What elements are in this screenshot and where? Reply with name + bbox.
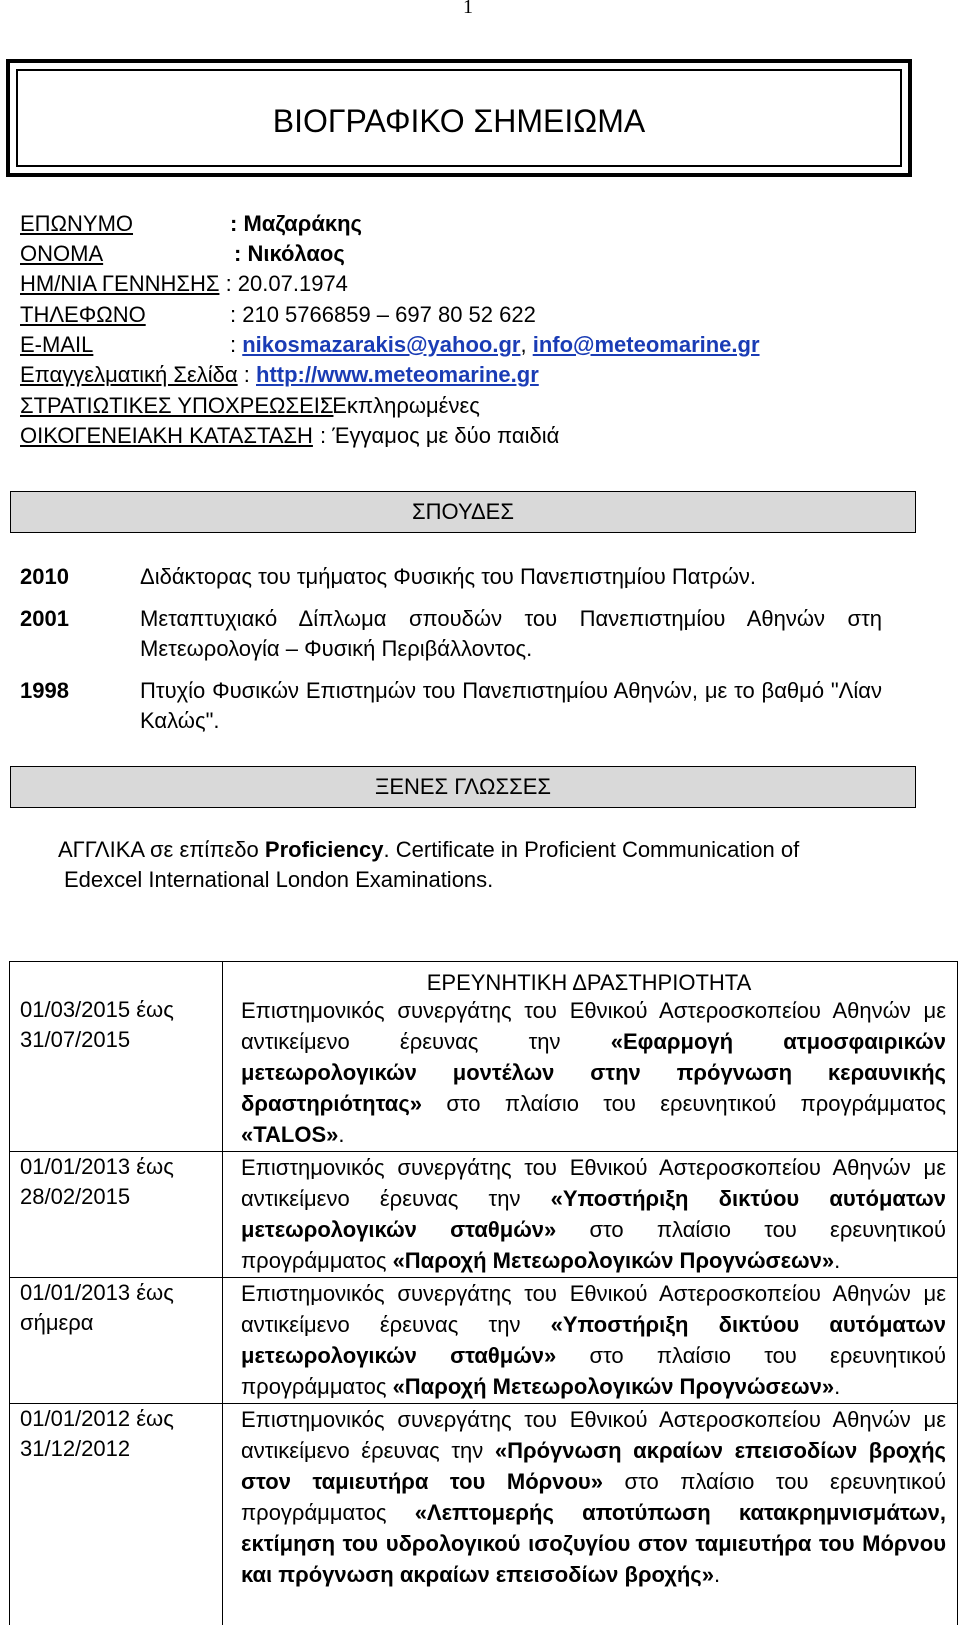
dob-row [20,270,348,298]
military-row [20,392,480,420]
research-topic: «Εφαρμογή ατμοσφαιρικών μετεωρολογικών μοντέλων στην πρόγνωση κεραυνικής δραστηριότητας» [241,1029,946,1116]
title-box [6,59,912,177]
education-year: 2010 [20,564,69,589]
languages-level: Proficiency [264,837,384,862]
dob-label: ΗΜ/ΝΙΑ ΓΕΝΝΗΣΗΣ [20,271,220,296]
research-date [20,995,210,1055]
languages-heading: ΞΕΝΕΣ ΓΛΩΣΣΕΣ [10,766,916,808]
research-program: «TALOS» [241,1122,339,1147]
military-value: : Εκπληρωμένες [320,393,480,418]
education-year: 2001 [20,606,69,631]
family-value: : Έγγαμος με δύο παιδιά [320,423,560,448]
research-date [20,1152,210,1212]
languages-line-2: Edexcel International London Examinations. [64,867,494,892]
email-separator: : [230,332,243,357]
surname-value: : Μαζαράκης [230,211,362,236]
research-program: «Παροχή Μετεωρολογικών Προγνώσεων» [392,1248,835,1273]
research-description [241,1404,946,1590]
research-topic: «Υποστήριξη δικτύου αυτόματων μετεωρολογικών σταθμών» [241,1312,946,1368]
research-text: Επιστημονικός συνεργάτης του Εθνικού Αστεροσκοπείου Αθηνών με αντικείμενο έρευνας την [241,1407,946,1463]
education-text: Διδάκτορας του τμήματος Φυσικής του Πανεπιστημίου Πατρών. [140,564,756,589]
education-text: Μεταπτυχιακό Δίπλωμα σπουδών του Πανεπιστημίου Αθηνών στη Μετεωρολογία – Φυσική Περιβάλλοντος. [140,606,882,661]
research-date [20,1404,210,1464]
research-program: «Λεπτομερής αποτύπωση κατακρημνισμάτων, εκτίμηση του υδρολογικού ισοζυγίου στον ταμιευτήρα του Μόρνου και πρόγνωση ακραίων επεισοδίων βροχής» [241,1500,946,1587]
website-link[interactable]: http://www.meteomarine.gr [256,362,539,387]
document-title: ΒΙΟΓΡΑΦΙΚΟ ΣΗΜΕΙΩΜΑ [272,103,646,139]
research-text: στο πλαίσιο του ερευνητικού προγράμματος [241,1217,946,1273]
research-date-start: 01/01/2013 έως [20,1280,174,1305]
name-row [20,240,345,268]
research-topic: «Υποστήριξη δικτύου αυτόματων μετεωρολογικών σταθμών» [241,1186,946,1242]
research-date-end: σήμερα [20,1310,94,1335]
research-text: στο πλαίσιο του ερευνητικού προγράμματος [241,1343,946,1399]
research-date-end: 31/07/2015 [20,1027,131,1052]
email-label: E-MAIL [20,332,94,357]
research-date-start: 01/01/2012 έως [20,1406,174,1431]
email-link-yahoo[interactable]: nikosmazarakis@yahoo.gr [242,332,521,357]
research-text: Επιστημονικός συνεργάτης του Εθνικού Αστεροσκοπείου Αθηνών με αντικείμενο έρευνας την [241,1281,946,1337]
research-description [241,995,946,1150]
page-number: 1 [463,0,473,18]
research-date [20,1278,210,1338]
languages-prefix: ΑΓΓΛΙΚΑ σε επίπεδο [58,837,265,862]
research-table-divider [222,961,223,1625]
research-date-start: 01/01/2013 έως [20,1154,174,1179]
research-text: στο πλαίσιο του ερευνητικού προγράμματος [422,1091,946,1116]
website-label: Επαγγελματική Σελίδα [20,362,238,387]
title-box-inner [16,69,902,167]
research-text: στο πλαίσιο του ερευνητικού προγράμματος [241,1469,946,1525]
education-text: Πτυχίο Φυσικών Επιστημών του Πανεπιστημίου Αθηνών, με το βαθμό "Λίαν Καλώς". [140,678,882,733]
research-program: «Παροχή Μετεωρολογικών Προγνώσεων» [392,1374,835,1399]
research-topic: «Πρόγνωση ακραίων επεισοδίων βροχής στον ταμιευτήρα του Μόρνου» [241,1438,946,1494]
languages-line-1 [58,835,918,865]
education-year: 1998 [20,678,69,703]
family-row [20,422,560,450]
family-label: ΟΙΚΟΓΕΝΕΙΑΚΗ ΚΑΤΑΣΤΑΣΗ [20,423,313,448]
research-text: Επιστημονικός συνεργάτης του Εθνικού Αστεροσκοπείου Αθηνών με αντικείμενο έρευνας την [241,1155,946,1211]
phone-label: ΤΗΛΕΦΩΝΟ [20,302,146,327]
surname-label: ΕΠΩΝΥΜΟ [20,211,134,236]
name-label: ΟΝΟΜΑ [20,241,104,266]
research-text: . [834,1248,841,1273]
research-heading: ΕΡΕΥΝΗΤΙΚΗ ΔΡΑΣΤΗΡΙΟΤΗΤΑ [426,970,752,995]
website-separator: : [237,362,256,387]
research-description [241,1152,946,1276]
website-row [20,361,539,389]
research-date-start: 01/03/2015 έως [20,997,174,1022]
research-text: . [713,1562,721,1587]
email-row [20,331,760,359]
surname-row [20,210,362,238]
email-comma: , [520,332,533,357]
education-heading: ΣΠΟΥΔΕΣ [10,491,916,533]
research-text: . [834,1374,841,1399]
phone-row [20,301,536,329]
research-description [241,1278,946,1402]
research-date-end: 28/02/2015 [20,1184,131,1209]
email-link-meteomarine[interactable]: info@meteomarine.gr [532,332,760,357]
name-value: : Νικόλαος [234,241,345,266]
military-label: ΣΤΡΑΤΙΩΤΙΚΕΣ ΥΠΟΧΡΕΩΣΕΙΣ [20,393,334,418]
languages-certificate: . Certificate in Proficient Communication of [383,837,800,862]
research-text: Επιστημονικός συνεργάτης του Εθνικού Αστεροσκοπείου Αθηνών με αντικείμενο έρευνας την [241,998,946,1054]
research-date-end: 31/12/2012 [20,1436,131,1461]
phone-value: : 210 5766859 – 697 80 52 622 [230,302,536,327]
research-text: . [338,1122,345,1147]
dob-value: : 20.07.1974 [225,271,348,296]
